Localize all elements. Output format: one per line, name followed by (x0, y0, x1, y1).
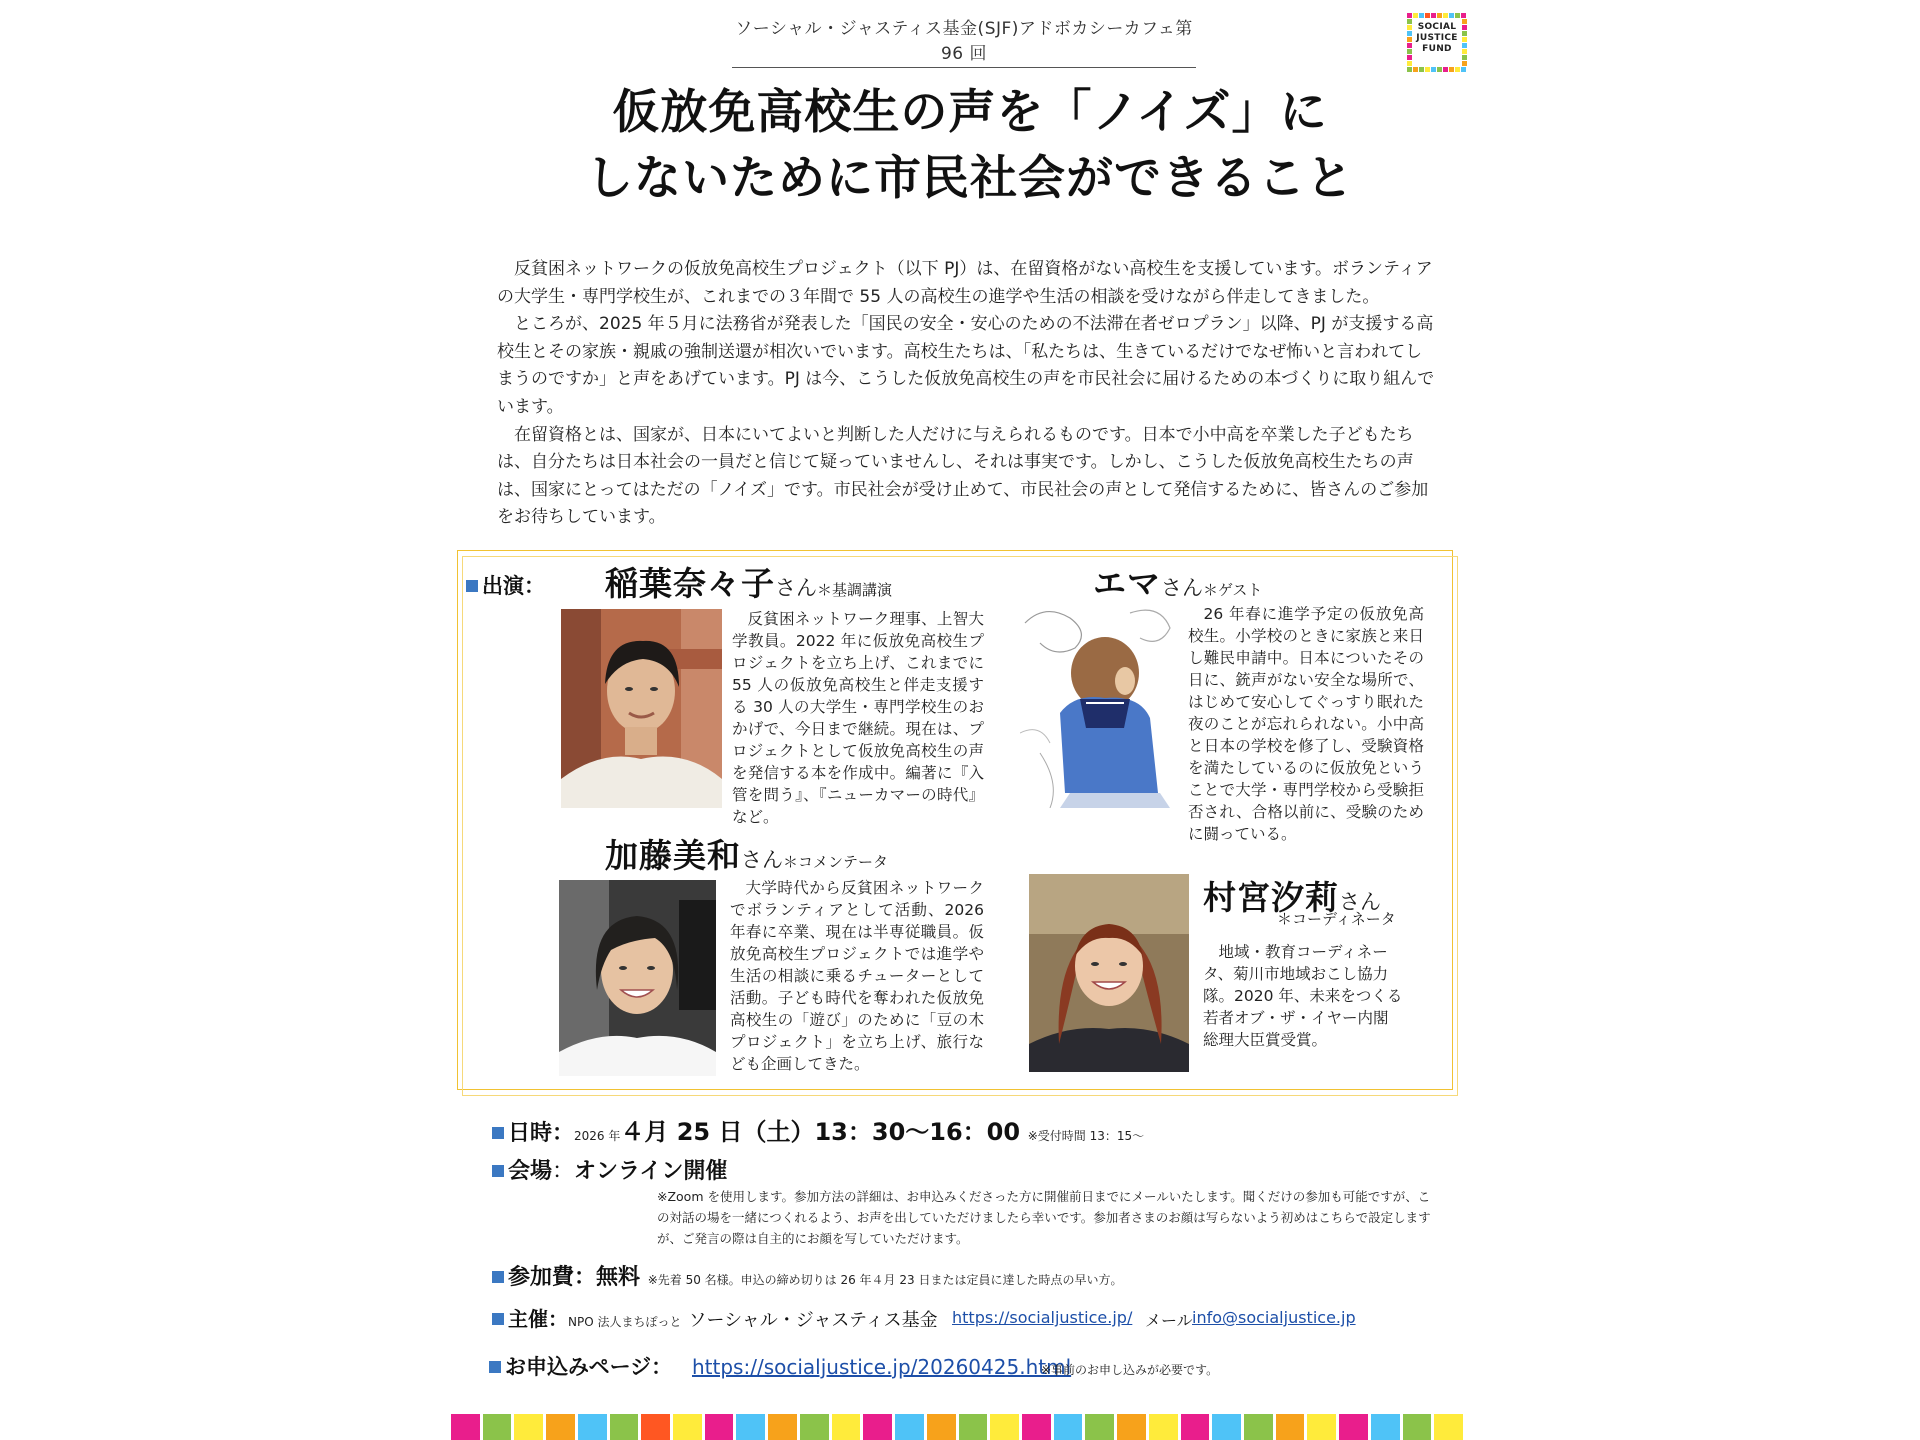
color-bar-segment (990, 1414, 1019, 1440)
speaker-kato-bio: 大学時代から反貧困ネットワークでボランティアとして活動、2026 年春に卒業、現在は半専従職員。仮放免高校生プロジェクトでは進学や生活の相談に乗るチューターとして活動。子ども時代を奪われた仮放免高校生の「遊び」のために「豆の木プロジェクト」を立ち上げ、旅行なども企画してきた。 (730, 879, 984, 1073)
color-bar (451, 1414, 1466, 1440)
apply-line: お申込みページ： (489, 1351, 672, 1381)
speaker-name: 加藤美和 (605, 836, 741, 875)
color-bar-segment (1276, 1414, 1305, 1440)
fee-note: ※先着 50 名様。申込の締め切りは 26 年４月 23 日または定員に達した時点の早い方。 (647, 1273, 1123, 1287)
color-bar-segment (1434, 1414, 1463, 1440)
bullet-square-icon (492, 1271, 504, 1283)
color-bar-segment (451, 1414, 480, 1440)
logo-square (1413, 13, 1418, 18)
logo-square (1462, 19, 1467, 24)
speaker-role: ＊基調講演 (817, 581, 893, 599)
speaker-kato-heading: 加藤美和さん＊コメンテータ (605, 836, 889, 875)
logo-square (1462, 61, 1467, 66)
color-bar-segment (578, 1414, 607, 1440)
apply-note: ※事前のお申し込みが必要です。 (1041, 1363, 1219, 1377)
speaker-name: エマ (1093, 564, 1161, 603)
logo-square (1407, 13, 1412, 18)
logo-square (1431, 13, 1436, 18)
logo-square (1419, 13, 1424, 18)
color-bar-segment (1371, 1414, 1400, 1440)
logo-square (1461, 13, 1466, 18)
color-bar-segment (1181, 1414, 1210, 1440)
logo-square (1425, 13, 1430, 18)
apply-url-link[interactable]: https://socialjustice.jp/20260425.html (692, 1355, 1072, 1379)
color-bar-segment (483, 1414, 512, 1440)
color-bar-segment (736, 1414, 765, 1440)
host-org: ソーシャル・ジャスティス基金 (688, 1310, 938, 1331)
logo-square (1462, 43, 1467, 48)
page-title (430, 80, 1510, 212)
intro-paragraph: 在留資格とは、国家が、日本にいてよいと判断した人だけに与えられるものです。日本で小中高を卒業した子どもたちは、自分たちは日本社会の一員だと信じて疑っていませんし、それは事実です。しかし、こうした仮放免高校生たちの声は、国家にとってはただの「ノイズ」です。市民社会が受け止めて、市民社会の声として発信するために、皆さんのご参加をお待ちしています。 (497, 424, 1429, 528)
sjf-logo (1407, 13, 1467, 72)
color-bar-segment (1212, 1414, 1241, 1440)
logo-square (1407, 19, 1412, 24)
speaker-kato-photo (559, 880, 716, 1076)
logo-square (1407, 43, 1412, 48)
speaker-ema-drawing (1020, 603, 1188, 808)
logo-square (1449, 13, 1454, 18)
logo-square (1462, 49, 1467, 54)
speakers-label: 出演： (466, 570, 545, 600)
color-bar-segment (800, 1414, 829, 1440)
speaker-inaba-bio: 反貧困ネットワーク理事、上智大学教員。2022 年に仮放免高校生プロジェクトを立ち上げ、これまでに 55 人の仮放免高校生と伴走支援する 30 人の大学生・専門学校生のおかげで、今日まで継続。現在は、プロジェクトとして仮放免高校生の声を発信する本を作成中。編著に『入管を問う』、『ニューカマーの時代』など。 (732, 610, 984, 826)
logo-square (1462, 55, 1467, 60)
color-bar-segment (1117, 1414, 1146, 1440)
speaker-role: ＊ゲスト (1203, 581, 1263, 599)
color-bar-segment (959, 1414, 988, 1440)
logo-square (1437, 13, 1442, 18)
color-bar-segment (1403, 1414, 1432, 1440)
bullet-square-icon (492, 1313, 504, 1325)
color-bar-segment (1054, 1414, 1083, 1440)
logo-square (1407, 37, 1412, 42)
color-bar-segment (895, 1414, 924, 1440)
logo-square (1419, 67, 1424, 72)
color-bar-segment (1339, 1414, 1368, 1440)
logo-square (1437, 67, 1442, 72)
fee-line: 参加費：無料 ※先着 50 名様。申込の締め切りは 26 年４月 23 日または定員に達した時点の早い方。 (492, 1260, 1122, 1291)
speaker-muramiya-photo (1029, 874, 1189, 1072)
speaker-muramiya-bio: 地域・教育コーディネータ、菊川市地域おこし協力隊。2020 年、未来をつくる若者オブ・ザ・イヤー内閣総理大臣賞受賞。 (1203, 943, 1403, 1049)
venue-line: 会場：オンライン開催 (492, 1154, 727, 1185)
logo-square (1443, 67, 1448, 72)
color-bar-segment (673, 1414, 702, 1440)
color-bar-segment (1022, 1414, 1051, 1440)
bullet-square-icon (492, 1165, 504, 1177)
color-bar-segment (610, 1414, 639, 1440)
date-note: ※受付時間 13：15～ (1027, 1129, 1145, 1143)
color-bar-segment (1149, 1414, 1178, 1440)
color-bar-segment (705, 1414, 734, 1440)
color-bar-segment (1244, 1414, 1273, 1440)
color-bar-segment (641, 1414, 670, 1440)
color-bar-segment (1085, 1414, 1114, 1440)
bullet-square-icon (492, 1127, 504, 1139)
host-url-link[interactable]: https://socialjustice.jp/ (952, 1308, 1133, 1327)
speaker-ema-heading: エマさん＊ゲスト (1093, 564, 1263, 603)
logo-text: SOCIAL JUSTICE FUND (1416, 22, 1458, 54)
bullet-square-icon (466, 580, 478, 592)
logo-square (1443, 13, 1448, 18)
host-mail-link[interactable]: info@socialjustice.jp (1192, 1308, 1356, 1327)
event-date: ４月 25 日（土）13：30～16：00 (620, 1118, 1021, 1146)
speaker-name: 稲葉奈々子 (605, 564, 775, 603)
speaker-muramiya-heading: 村宮汐莉さん (1203, 878, 1381, 917)
date-line: 日時：2026 年４月 25 日（土）13：30～16：00 ※受付時間 13：15～ (492, 1112, 1144, 1147)
logo-square (1455, 67, 1460, 72)
intro-paragraph: ところが、2025 年５月に法務省が発表した「国民の安全・安心のための不法滞在者ゼロプラン」以降、PJ が支援する高校生とその家族・親戚の強制送還が相次いでいます。高校生たちは、「私たちは、生きているだけでなぜ怖いと言われてしまうのですか」と声をあげています。PJ は今、こうした仮放免高校生の声を市民社会に届けるための本づくりに取り組んでいます。 (497, 314, 1435, 417)
event-series-line: ソーシャル・ジャスティス基金(SJF)アドボカシーカフェ第 96 回 (732, 14, 1196, 68)
logo-square (1407, 25, 1412, 30)
logo-square (1462, 37, 1467, 42)
fee-value: 無料 (596, 1265, 641, 1290)
venue-note: ※Zoom を使用します。参加方法の詳細は、お申込みくださった方に開催前日までにメールいたします。聞くだけの参加も可能ですが、この対話の場を一緒につくれるよう、お声を出していただけましたら幸いです。参加者さまのお顔は写らないよう初めはこちらで設定しますが、ご発言の際は自主的にお顔を写していただけます。 (657, 1189, 1431, 1246)
logo-square (1461, 67, 1466, 72)
speaker-inaba-heading: 稲葉奈々子さん＊基調講演 (605, 564, 893, 603)
logo-square (1407, 31, 1412, 36)
color-bar-segment (863, 1414, 892, 1440)
title-line-2: しないために市民社会ができること (586, 151, 1354, 206)
logo-square (1449, 67, 1454, 72)
logo-square (1455, 13, 1460, 18)
logo-square (1407, 61, 1412, 66)
speaker-role: ＊コーディネータ (1277, 910, 1396, 928)
logo-square (1407, 49, 1412, 54)
logo-square (1407, 55, 1412, 60)
title-line-1: 仮放免高校生の声を「ノイズ」に (612, 85, 1328, 140)
color-bar-segment (546, 1414, 575, 1440)
logo-square (1462, 31, 1467, 36)
logo-square (1425, 67, 1430, 72)
logo-square (1413, 67, 1418, 72)
color-bar-segment (514, 1414, 543, 1440)
venue-value: オンライン開催 (574, 1159, 728, 1184)
color-bar-segment (832, 1414, 861, 1440)
bullet-square-icon (489, 1361, 501, 1373)
logo-square (1462, 25, 1467, 30)
speaker-ema-bio: 26 年春に進学予定の仮放免高校生。小学校のときに家族と来日し難民申請中。日本についたその日に、銃声がない安全な場所で、はじめて安心してぐっすり眠れた夜のことが忘れられない。小中高と日本の学校を修了し、受験資格を満たしているのに仮放免ということで大学・専門学校から受験拒否され、合格以前に、受験のために闘っている。 (1188, 605, 1424, 843)
intro-paragraph: 反貧困ネットワークの仮放免高校生プロジェクト（以下 PJ）は、在留資格がない高校生を支援しています。ボランティアの大学生・専門学校生が、これまでの３年間で 55 人の高校生の進学や生活の相談を受けながら伴走してきました。 (497, 259, 1433, 307)
speaker-name: 村宮汐莉 (1203, 878, 1339, 917)
host-mail-label: メール (1145, 1311, 1193, 1330)
speaker-role: ＊コメンテータ (783, 853, 889, 871)
speaker-inaba-photo (561, 609, 722, 808)
logo-square (1431, 67, 1436, 72)
color-bar-segment (927, 1414, 956, 1440)
color-bar-segment (768, 1414, 797, 1440)
host-line: 主催：NPO 法人まちぽっと ソーシャル・ジャスティス基金 (492, 1303, 938, 1332)
logo-square (1407, 67, 1412, 72)
color-bar-segment (1307, 1414, 1336, 1440)
intro-text (497, 256, 1437, 532)
